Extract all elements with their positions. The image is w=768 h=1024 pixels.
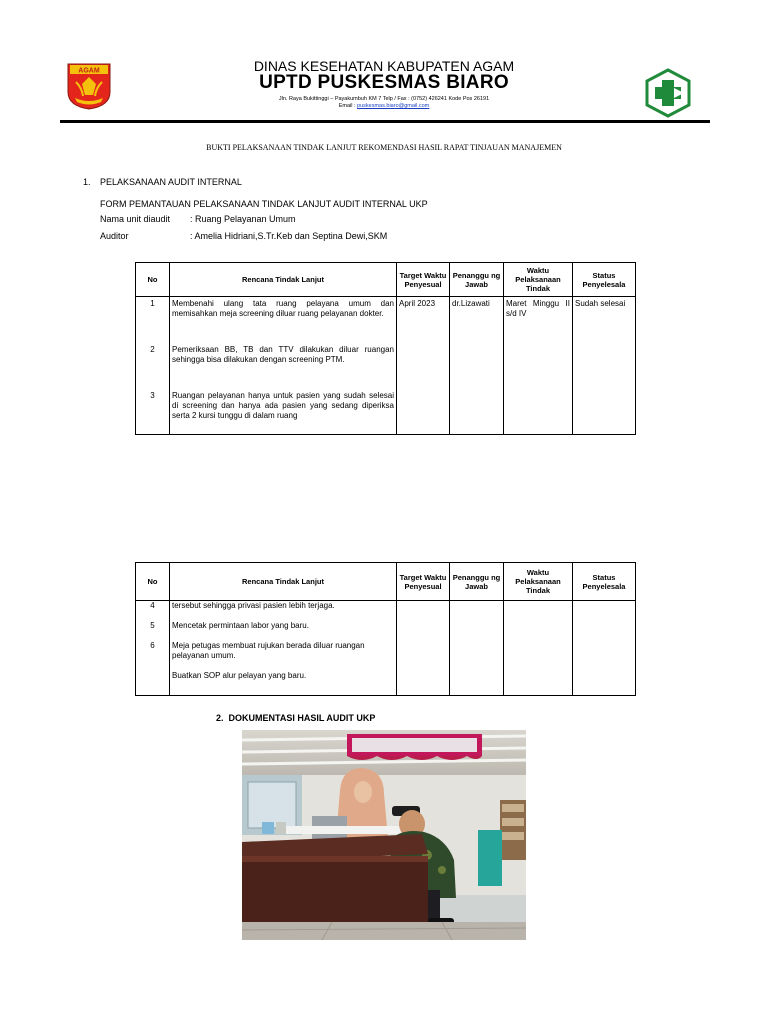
- pj-cell: dr.Lizawati: [450, 297, 504, 435]
- item-text: Mencetak permintaan labor yang baru.: [172, 621, 309, 630]
- audit-documentation-photo: [242, 730, 526, 940]
- follow-up-table-2: [135, 562, 636, 696]
- target-cell: April 2023: [397, 297, 450, 435]
- table-header-row: [136, 263, 636, 297]
- auditor-row: [100, 231, 387, 241]
- logo-text: AGAM: [78, 67, 100, 75]
- header-target: Target Waktu Penyesual: [397, 563, 450, 601]
- agency-name: DINAS KESEHATAN KABUPATEN AGAM: [253, 58, 515, 74]
- puskesmas-name: UPTD PUSKESMAS BIARO: [259, 72, 509, 93]
- email-label: Email :: [338, 103, 358, 109]
- header-pj: Penanggu ng Jawab: [450, 563, 504, 601]
- address-line: Jln. Raya Bukittinggi – Payakumbuh KM 7 Telp / Fax : (0752) 426241 Kode Pos 26191: [278, 96, 490, 102]
- status-cell: Sudah selesai: [573, 297, 636, 435]
- target-cell: [397, 601, 450, 696]
- auditor-value: : Amelia Hidriani,S.Tr.Keb dan Septina Dewi,SKM: [190, 231, 388, 241]
- item-text: tersebut sehingga privasi pasien lebih terjaga.: [172, 601, 335, 610]
- email-link[interactable]: puskesmas.biaro@gmail.com: [357, 103, 430, 109]
- item-no: 4: [150, 601, 155, 610]
- item-text: Pemeriksaan BB, TB dan TTV dilakukan diluar ruangan sehingga bisa dilakukan dengan screening PTM.: [172, 345, 394, 364]
- section-1-number: 1.: [83, 177, 91, 187]
- item-text: Ruangan pelayanan hanya untuk pasien yang sudah selesai di screening dan hanya ada pasien yang sedang diperiksa serta 2 kursi tunggu di dalam ruang: [172, 391, 394, 420]
- section-1-heading: [83, 177, 242, 187]
- header-status: Status Penyelesala: [573, 563, 636, 601]
- unit-value: : Ruang Pelayanan Umum: [190, 214, 296, 224]
- header-status: Status Penyelesala: [573, 263, 636, 297]
- item-no: 3: [150, 391, 155, 400]
- header-waktu: Waktu Pelaksanaan Tindak: [504, 563, 573, 601]
- waktu-cell: [504, 601, 573, 696]
- table-row: [136, 297, 636, 435]
- item-text: Meja petugas membuat rujukan berada diluar ruangan pelayanan umum.: [172, 641, 365, 660]
- no-cell: [136, 601, 170, 696]
- unit-row: [100, 214, 296, 224]
- item-no: 5: [150, 621, 155, 630]
- table-row: [136, 601, 636, 696]
- pj-cell: [450, 601, 504, 696]
- section-2-label: DOKUMENTASI HASIL AUDIT UKP: [228, 713, 376, 723]
- header-no: No: [136, 263, 170, 297]
- table-header-row: [136, 563, 636, 601]
- waktu-cell: Maret Minggu II s/d IV: [504, 297, 573, 435]
- email-line: [0, 103, 768, 109]
- header-no: No: [136, 563, 170, 601]
- follow-up-table-1: [135, 262, 636, 435]
- item-no: 6: [150, 641, 155, 650]
- status-cell: [573, 601, 636, 696]
- section-1-label: PELAKSANAAN AUDIT INTERNAL: [100, 177, 242, 187]
- section-2-number: 2.: [216, 713, 224, 723]
- unit-label: Nama unit diaudit: [100, 214, 171, 224]
- header-rencana: Rencana Tindak Lanjut: [170, 263, 397, 297]
- header-waktu: Waktu Pelaksanaan Tindak: [504, 263, 573, 297]
- form-title: FORM PEMANTAUAN PELAKSANAAN TINDAK LANJUT AUDIT INTERNAL UKP: [100, 199, 428, 209]
- item-text: Buatkan SOP alur pelayan yang baru.: [172, 671, 307, 680]
- no-cell: [136, 297, 170, 435]
- header-divider: [60, 120, 710, 123]
- item-text: Membenahi ulang tata ruang pelayana umum dan memisahkan meja screening diluar ruang pelayanan dokter.: [172, 299, 394, 318]
- header-target: Target Waktu Penyesual: [397, 263, 450, 297]
- rencana-cell: [170, 601, 397, 696]
- header-pj: Penanggu ng Jawab: [450, 263, 504, 297]
- item-no: 1: [150, 299, 155, 308]
- item-no: 2: [150, 345, 155, 354]
- auditor-label: Auditor: [100, 231, 129, 241]
- rencana-cell: [170, 297, 397, 435]
- header-rencana: Rencana Tindak Lanjut: [170, 563, 397, 601]
- document-title: BUKTI PELAKSANAAN TINDAK LANJUT REKOMENDASI HASIL RAPAT TINJAUAN MANAJEMEN: [206, 143, 562, 152]
- section-2-heading: [216, 713, 375, 723]
